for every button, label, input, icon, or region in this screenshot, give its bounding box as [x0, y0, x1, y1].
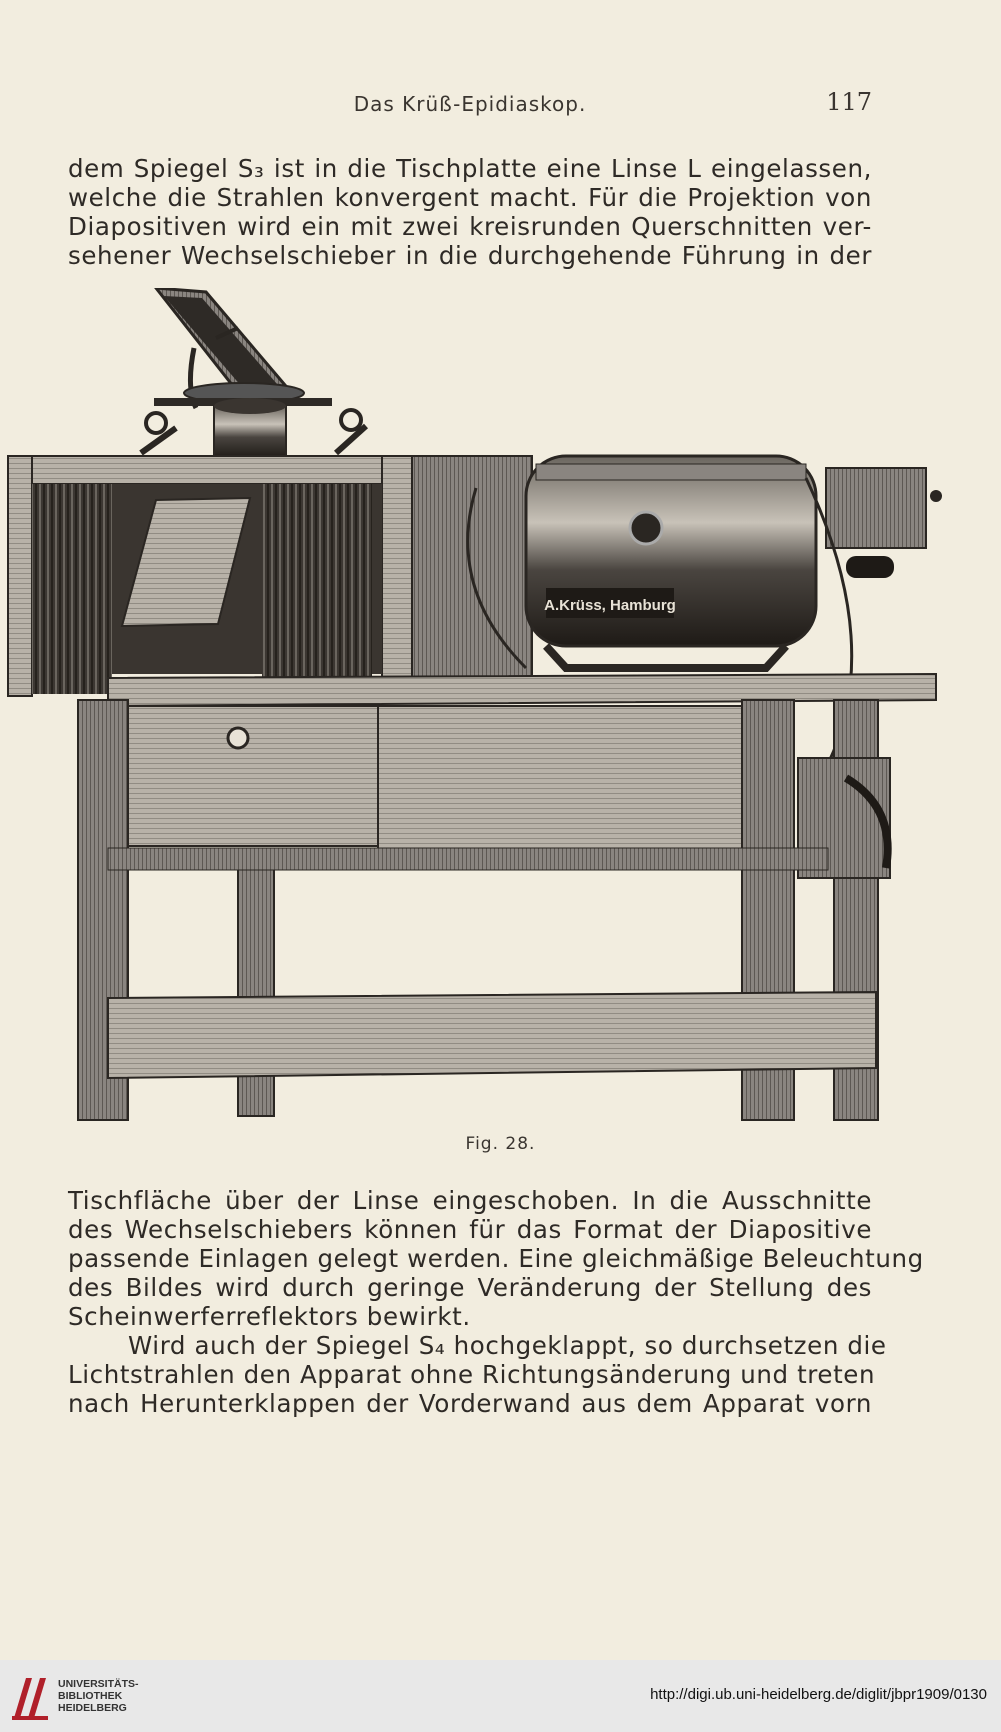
knob-icon: [146, 413, 166, 433]
permalink-url[interactable]: http://digi.ub.uni-heidelberg.de/diglit/jbpr1909/0130: [650, 1686, 987, 1703]
text-line: des Wechselschiebers können für das Format der Diapositive: [68, 1215, 872, 1244]
upper-paragraph: [68, 154, 872, 270]
text-line: Scheinwerferreflektors bewirkt.: [68, 1302, 471, 1331]
knob-icon: [341, 410, 361, 430]
bottom-shelf: [108, 992, 876, 1078]
text-line: passende Einlagen gelegt werden. Eine gleichmäßige Beleuchtung: [68, 1244, 924, 1273]
table-top: [108, 674, 936, 706]
epidiascope-engraving: [6, 288, 942, 1124]
text-line: Diapositiven wird ein mit zwei kreisrunden Querschnitten ver-: [68, 212, 872, 241]
library-logo-icon: [10, 1672, 50, 1722]
table-apron: [378, 706, 748, 856]
text-line: dem Spiegel S₃ ist in die Tischplatte eine Linse L eingelassen,: [68, 154, 872, 183]
running-head: [68, 88, 872, 128]
chimney-tube: [214, 398, 286, 458]
figure-caption: Fig. 28.: [465, 1134, 536, 1154]
text-line: nach Herunterklappen der Vorderwand aus dem Apparat vorn: [68, 1389, 872, 1418]
top-mirror: [154, 288, 332, 408]
viewer-footer: [0, 1660, 1001, 1732]
text-line: des Bildes wird durch geringe Veränderung der Stellung des: [68, 1273, 872, 1302]
lamp-maker-label: A.Krüss, Hamburg: [544, 597, 676, 614]
text-line: Tischfläche über der Linse eingeschoben. In die Ausschnitte: [68, 1186, 872, 1215]
drawer-knob-icon: [228, 728, 248, 748]
page-number: 117: [826, 88, 872, 116]
library-name: UNIVERSITÄTS- BIBLIOTHEK HEIDELBERG: [58, 1678, 139, 1714]
text-line: sehener Wechselschieber in die durchgehende Führung in der: [68, 241, 872, 270]
cabinet-frame: [8, 456, 414, 696]
text-line: welche die Strahlen konvergent macht. Für die Projektion von: [68, 183, 872, 212]
drawer: [108, 706, 378, 846]
running-title: Das Krüß-Epidiaskop.: [353, 92, 587, 116]
lower-paragraphs: [68, 1186, 924, 1418]
text-line: Wird auch der Spiegel S₄ hochgeklappt, so durchsetzen die: [128, 1331, 887, 1360]
text-line: Lichtstrahlen den Apparat ohne Richtungsänderung und treten: [68, 1360, 876, 1389]
